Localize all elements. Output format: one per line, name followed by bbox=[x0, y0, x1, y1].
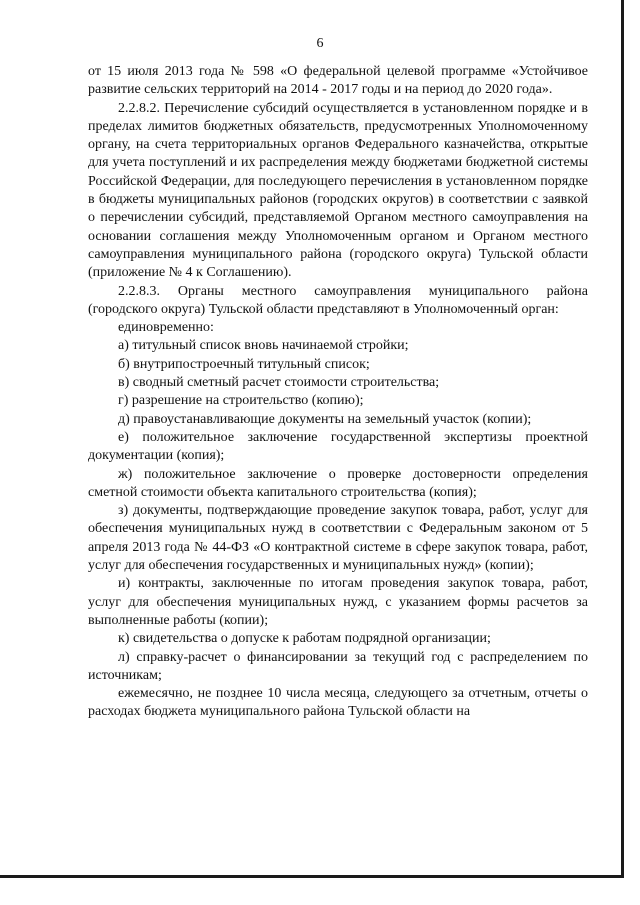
bottom-margin bbox=[0, 879, 640, 905]
list-item-v: в) сводный сметный расчет стоимости строительства; bbox=[118, 375, 440, 391]
list-item-zh: ж) положительное заключение о проверке достоверности определения сметной стоимости объекта капитального строительства (копия); bbox=[88, 466, 588, 500]
list-item-i: и) контракты, заключенные по итогам проведения закупок товара, работ, услуг для обеспечения муниципальных нужд, с указанием формы расчетов за выполненные работы (копии); bbox=[88, 576, 588, 628]
list-item-g: г) разрешение на строительство (копию); bbox=[118, 393, 364, 409]
list-item-k: к) свидетельства о допуске к работам подрядной организации; bbox=[118, 631, 491, 647]
list-item-b: б) внутрипостроечный титульный список; bbox=[118, 356, 370, 372]
paragraph-one-time: единовременно: bbox=[118, 320, 214, 336]
document-body bbox=[88, 63, 588, 722]
list-item-d: д) правоустанавливающие документы на земельный участок (копии); bbox=[118, 411, 532, 427]
list-item-a: а) титульный список вновь начинаемой стройки; bbox=[118, 338, 409, 354]
page-number: 6 bbox=[316, 36, 324, 51]
paragraph-2-2-8-3: 2.2.8.3. Органы местного самоуправления муниципального района (городского округа) Тульской области представляют в Уполномоченный орган: bbox=[88, 283, 588, 317]
paragraph-2-2-8-2: 2.2.8.2. Перечисление субсидий осуществляется в установленном порядке и в пределах лимитов бюджетных обязательств, предусмотренных Уполномоченному органу, на счета территориальных органов Федерального казначейства, открытые для учета поступлений и их распределения между бюджетами бюджетной системы Российской Федерации, для последующего перечисления в установленном порядке в бюджеты муниципальных районов (городских округов) в соответствии с заявкой о перечислении субсидий, представляемой Органом местного самоуправления на основании соглашения между Уполномоченным органом и Органом местного самоуправления муниципального района (городского округа) Тульской области (приложение № 4 к Соглашению). bbox=[88, 100, 588, 281]
list-item-e: е) положительное заключение государственной экспертизы проектной документации (копия); bbox=[88, 429, 588, 464]
paragraph-monthly: ежемесячно, не позднее 10 числа месяца, следующего за отчетным, отчеты о расходах бюджета муниципального района Тульской области на bbox=[88, 686, 588, 720]
paragraph-program-reference: от 15 июля 2013 года № 598 «О федеральной целевой программе «Устойчивое развитие сельских территорий на 2014 - 2017 годы и на период до 2020 года». bbox=[88, 64, 588, 98]
list-item-l: л) справку-расчет о финансировании за текущий год с распределением по источникам; bbox=[88, 649, 588, 683]
list-item-z: з) документы, подтверждающие проведение закупок товара, работ, услуг для обеспечения муниципальных нужд в соответствии с Федеральным законом от 5 апреля 2013 года № 44-ФЗ «О контрактной системе в сфере закупок товара, работ, услуг для обеспечения государственных и муниципальных нужд» (копии); bbox=[88, 503, 588, 574]
